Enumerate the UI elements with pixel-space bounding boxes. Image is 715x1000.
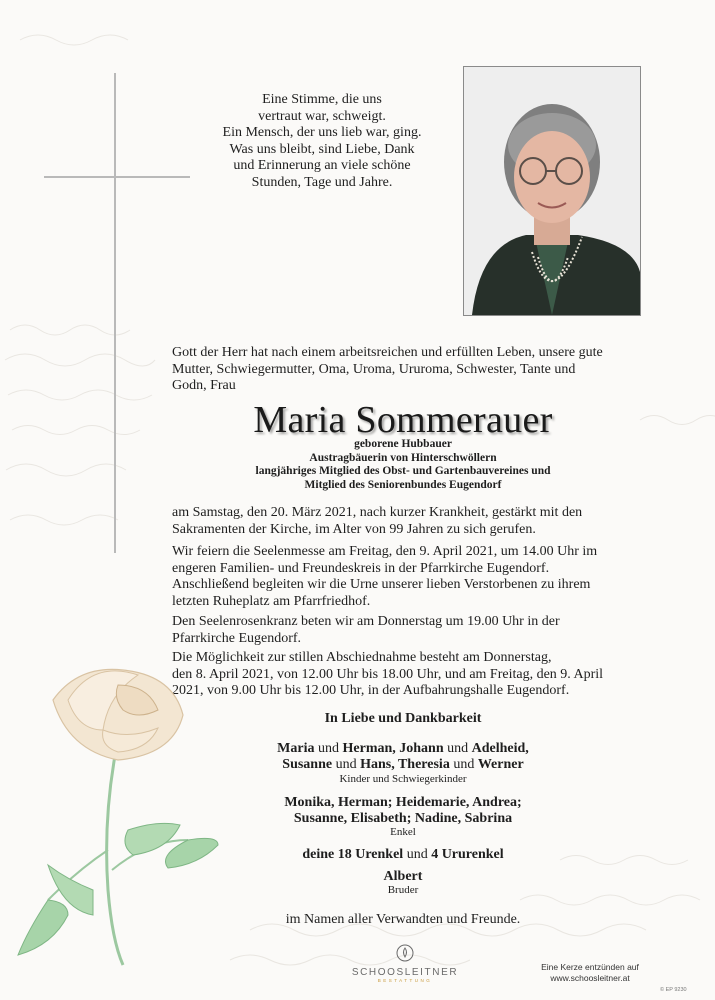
cross-vertical-bar — [114, 73, 116, 553]
great-grandchildren-count: deine 18 Urenkel — [302, 847, 404, 862]
grandchildren-line: Susanne, Elisabeth; Nadine, Sabrina — [293, 811, 513, 826]
final-line: im Namen aller Verwandten und Freunde. — [285, 912, 521, 927]
cross-horizontal-bar — [44, 176, 190, 178]
text-line: Anschließend begleiten wir die Urne unserer lieben Verstorbenen zu ihrem — [172, 577, 591, 592]
text-line: den 8. April 2021, von 12.00 Uhr bis 18.00 Uhr, und am Freitag, den 9. April — [172, 666, 604, 682]
child-name: Susanne — [282, 757, 333, 772]
intro-line: Godn, Frau — [172, 378, 236, 393]
rose-illustration — [8, 640, 223, 970]
child-name: Adelheid, — [471, 741, 529, 756]
logo-name: SCHOOSLEITNER — [351, 967, 459, 978]
great-grandchildren-line — [172, 847, 634, 864]
print-code: © EP 9230 — [660, 987, 687, 993]
poem-line: Eine Stimme, die uns — [262, 92, 382, 107]
text-line: am Samstag, den 20. März 2021, nach kurzer Krankheit, gestärkt mit den — [172, 505, 583, 520]
poem-line: und Erinnerung an viele schöne — [233, 158, 411, 173]
children-line — [172, 757, 634, 774]
detail-line: langjähriges Mitglied des Obst- und Gartenbauvereines und — [255, 465, 551, 478]
poem-line: Was uns bleibt, sind Liebe, Dank — [229, 141, 415, 157]
text-line: 2021, von 9.00 Uhr bis 12.00 Uhr, in der Aufbahrungshalle Eugendorf. — [172, 683, 570, 698]
great-great-grandchildren-count: 4 Ururenkel — [431, 847, 504, 862]
text-line: Sakramenten der Kirche, im Alter von 99 Jahren zu sich gerufen. — [172, 521, 536, 537]
logo-subtitle: BESTATTUNG — [377, 978, 433, 983]
connector-word: und — [332, 757, 361, 772]
deceased-name: Maria Sommerauer — [253, 399, 553, 441]
poem-line: vertraut war, schweigt. — [258, 108, 386, 124]
connector-word: und — [443, 741, 472, 756]
children-caption: Kinder und Schwiegerkinder — [339, 773, 467, 785]
portrait-photo — [463, 66, 641, 316]
death-paragraph — [172, 505, 634, 538]
mass-paragraph — [172, 544, 634, 610]
child-name: Herman, Johann — [342, 741, 444, 756]
connector-word: und — [403, 847, 432, 862]
funeral-home-logo — [350, 944, 460, 983]
child-name: Hans, Theresia — [360, 757, 450, 772]
farewell-paragraph — [172, 650, 634, 700]
candle-notice — [520, 962, 660, 983]
intro-line: Mutter, Schwiegermutter, Oma, Uroma, Ururoma, Schwester, Tante und — [172, 361, 576, 377]
candle-website-link[interactable]: www.schoosleitner.at — [550, 972, 630, 983]
rosary-paragraph — [172, 614, 634, 647]
intro-paragraph — [172, 345, 634, 395]
child-name: Werner — [477, 757, 524, 772]
connector-word: und — [314, 741, 343, 756]
flower-emblem-icon — [396, 944, 414, 962]
text-line: Die Möglichkeit zur stillen Abschiednahme besteht am Donnerstag, — [172, 650, 552, 665]
grandchildren-caption: Enkel — [390, 826, 416, 838]
text-line: letzten Ruheplatz am Pfarrfriedhof. — [172, 593, 371, 609]
connector-word: und — [449, 757, 478, 772]
text-line: Pfarrkirche Eugendorf. — [172, 630, 302, 646]
poem-line: Ein Mensch, der uns lieb war, ging. — [222, 125, 422, 140]
detail-line: Austragbäuerin von Hinterschwöllern — [309, 451, 497, 464]
text-line: engeren Familien- und Freundeskreis in der Pfarrkirche Eugendorf. — [172, 560, 550, 576]
sibling-name: Albert — [383, 869, 423, 884]
intro-line: Gott der Herr hat nach einem arbeitsreichen und erfüllten Leben, unsere gute — [172, 345, 603, 360]
detail-line: Mitglied des Seniorenbundes Eugendorf — [304, 478, 502, 491]
text-line: Wir feiern die Seelenmesse am Freitag, den 9. April 2021, um 14.00 Uhr im — [172, 544, 598, 559]
poem-line: Stunden, Tage und Jahre. — [251, 174, 393, 190]
grandchildren-line: Monika, Herman; Heidemarie, Andrea; — [284, 795, 522, 810]
detail-line: geborene Hubbauer — [354, 438, 452, 450]
text-line: Den Seelenrosenkranz beten wir am Donnerstag um 19.00 Uhr in der — [172, 614, 560, 629]
deceased-details — [172, 438, 634, 492]
closing-heading: In Liebe und Dankbarkeit — [324, 711, 482, 726]
sibling-caption: Bruder — [387, 884, 419, 896]
candle-text: Eine Kerze entzünden auf — [541, 962, 639, 972]
child-name: Maria — [277, 741, 315, 756]
children-line — [172, 741, 634, 758]
memorial-poem — [210, 92, 434, 191]
